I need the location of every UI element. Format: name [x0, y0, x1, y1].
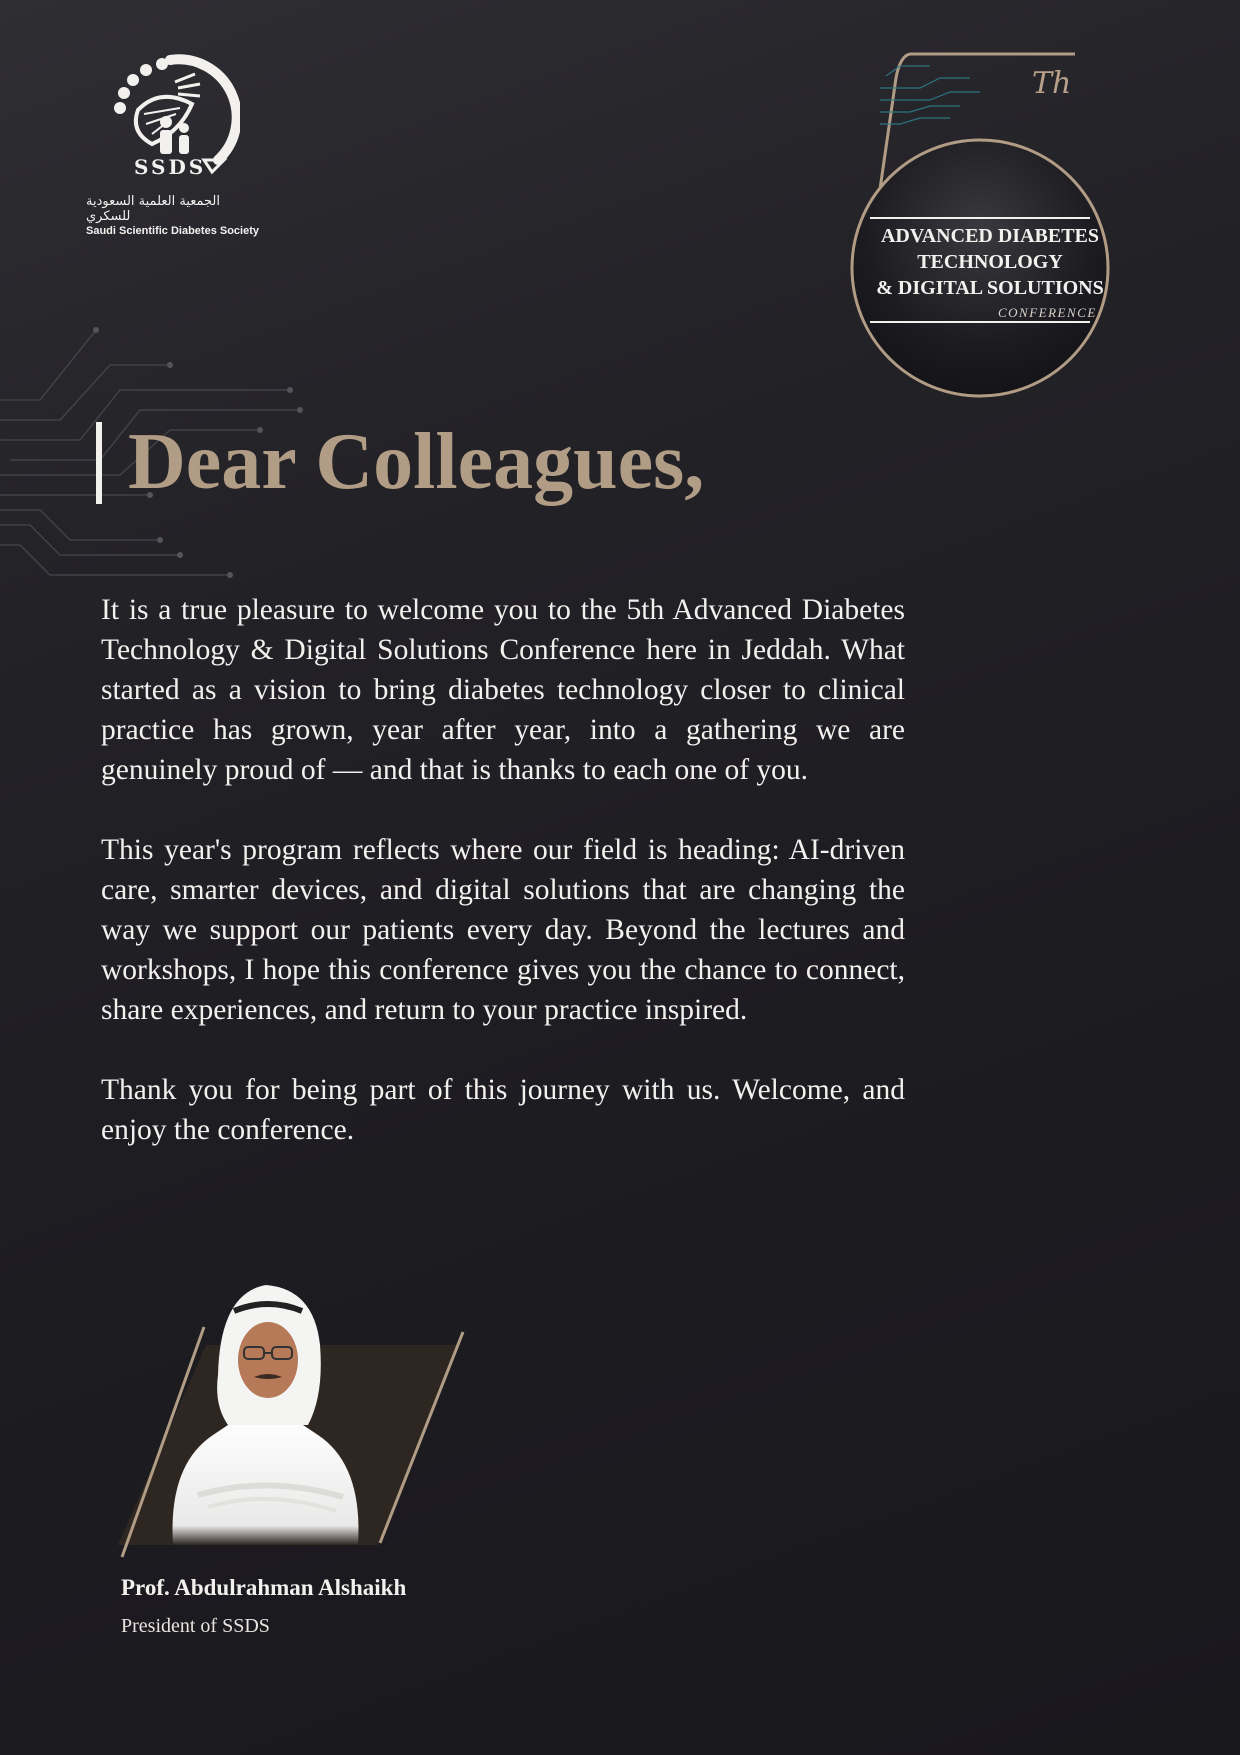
president-portrait	[118, 1275, 468, 1565]
letter-heading: Dear Colleagues,	[128, 418, 705, 506]
signature-name: Prof. Abdulrahman Alshaikh	[121, 1575, 407, 1600]
letter-paragraph-3: Thank you for being part of this journey with us. Welcome, and enjoy the conference.	[101, 1074, 905, 1146]
logo-acronym: SSDS	[134, 155, 207, 179]
conference-badge	[840, 48, 1130, 418]
badge-title-line-1: ADVANCED DIABETES	[880, 225, 1100, 247]
badge-title	[840, 223, 1140, 301]
letter-paragraph-2: This year's program reflects where our field is heading: AI-driven care, smarter devices, and digital solutions that are changing the way we support our patients every day. Beyond the lectures and workshops, I hope this conference gives you the chance to connect, share experiences, and return to your practice inspired.	[101, 834, 905, 1026]
letter-body	[101, 590, 905, 1190]
badge-title-line-2: TECHNOLOGY	[917, 251, 1063, 273]
heading-accent-bar	[96, 422, 102, 504]
logo-name-english: Saudi Scientific Diabetes Society	[86, 225, 260, 237]
logo-name-arabic: الجمعية العلمية السعودية للسكري	[86, 194, 220, 224]
ssds-emblem-icon	[100, 52, 240, 192]
signature-title: President of SSDS	[121, 1615, 270, 1637]
letter-paragraph-1: It is a true pleasure to welcome you to the 5th Advanced Diabetes Technology & Digital Solutions Conference here in Jeddah. What started as a vision to bring diabetes technology closer to clinical practice has grown, year after year, into a gathering we are genuinely proud of — and that is thanks to each one of you.	[101, 594, 905, 786]
badge-subtitle: CONFERENCE	[998, 305, 1097, 320]
badge-title-line-3: & DIGITAL SOLUTIONS	[876, 277, 1104, 299]
ssds-logo	[80, 52, 260, 237]
badge-ordinal: Th	[1032, 66, 1072, 101]
